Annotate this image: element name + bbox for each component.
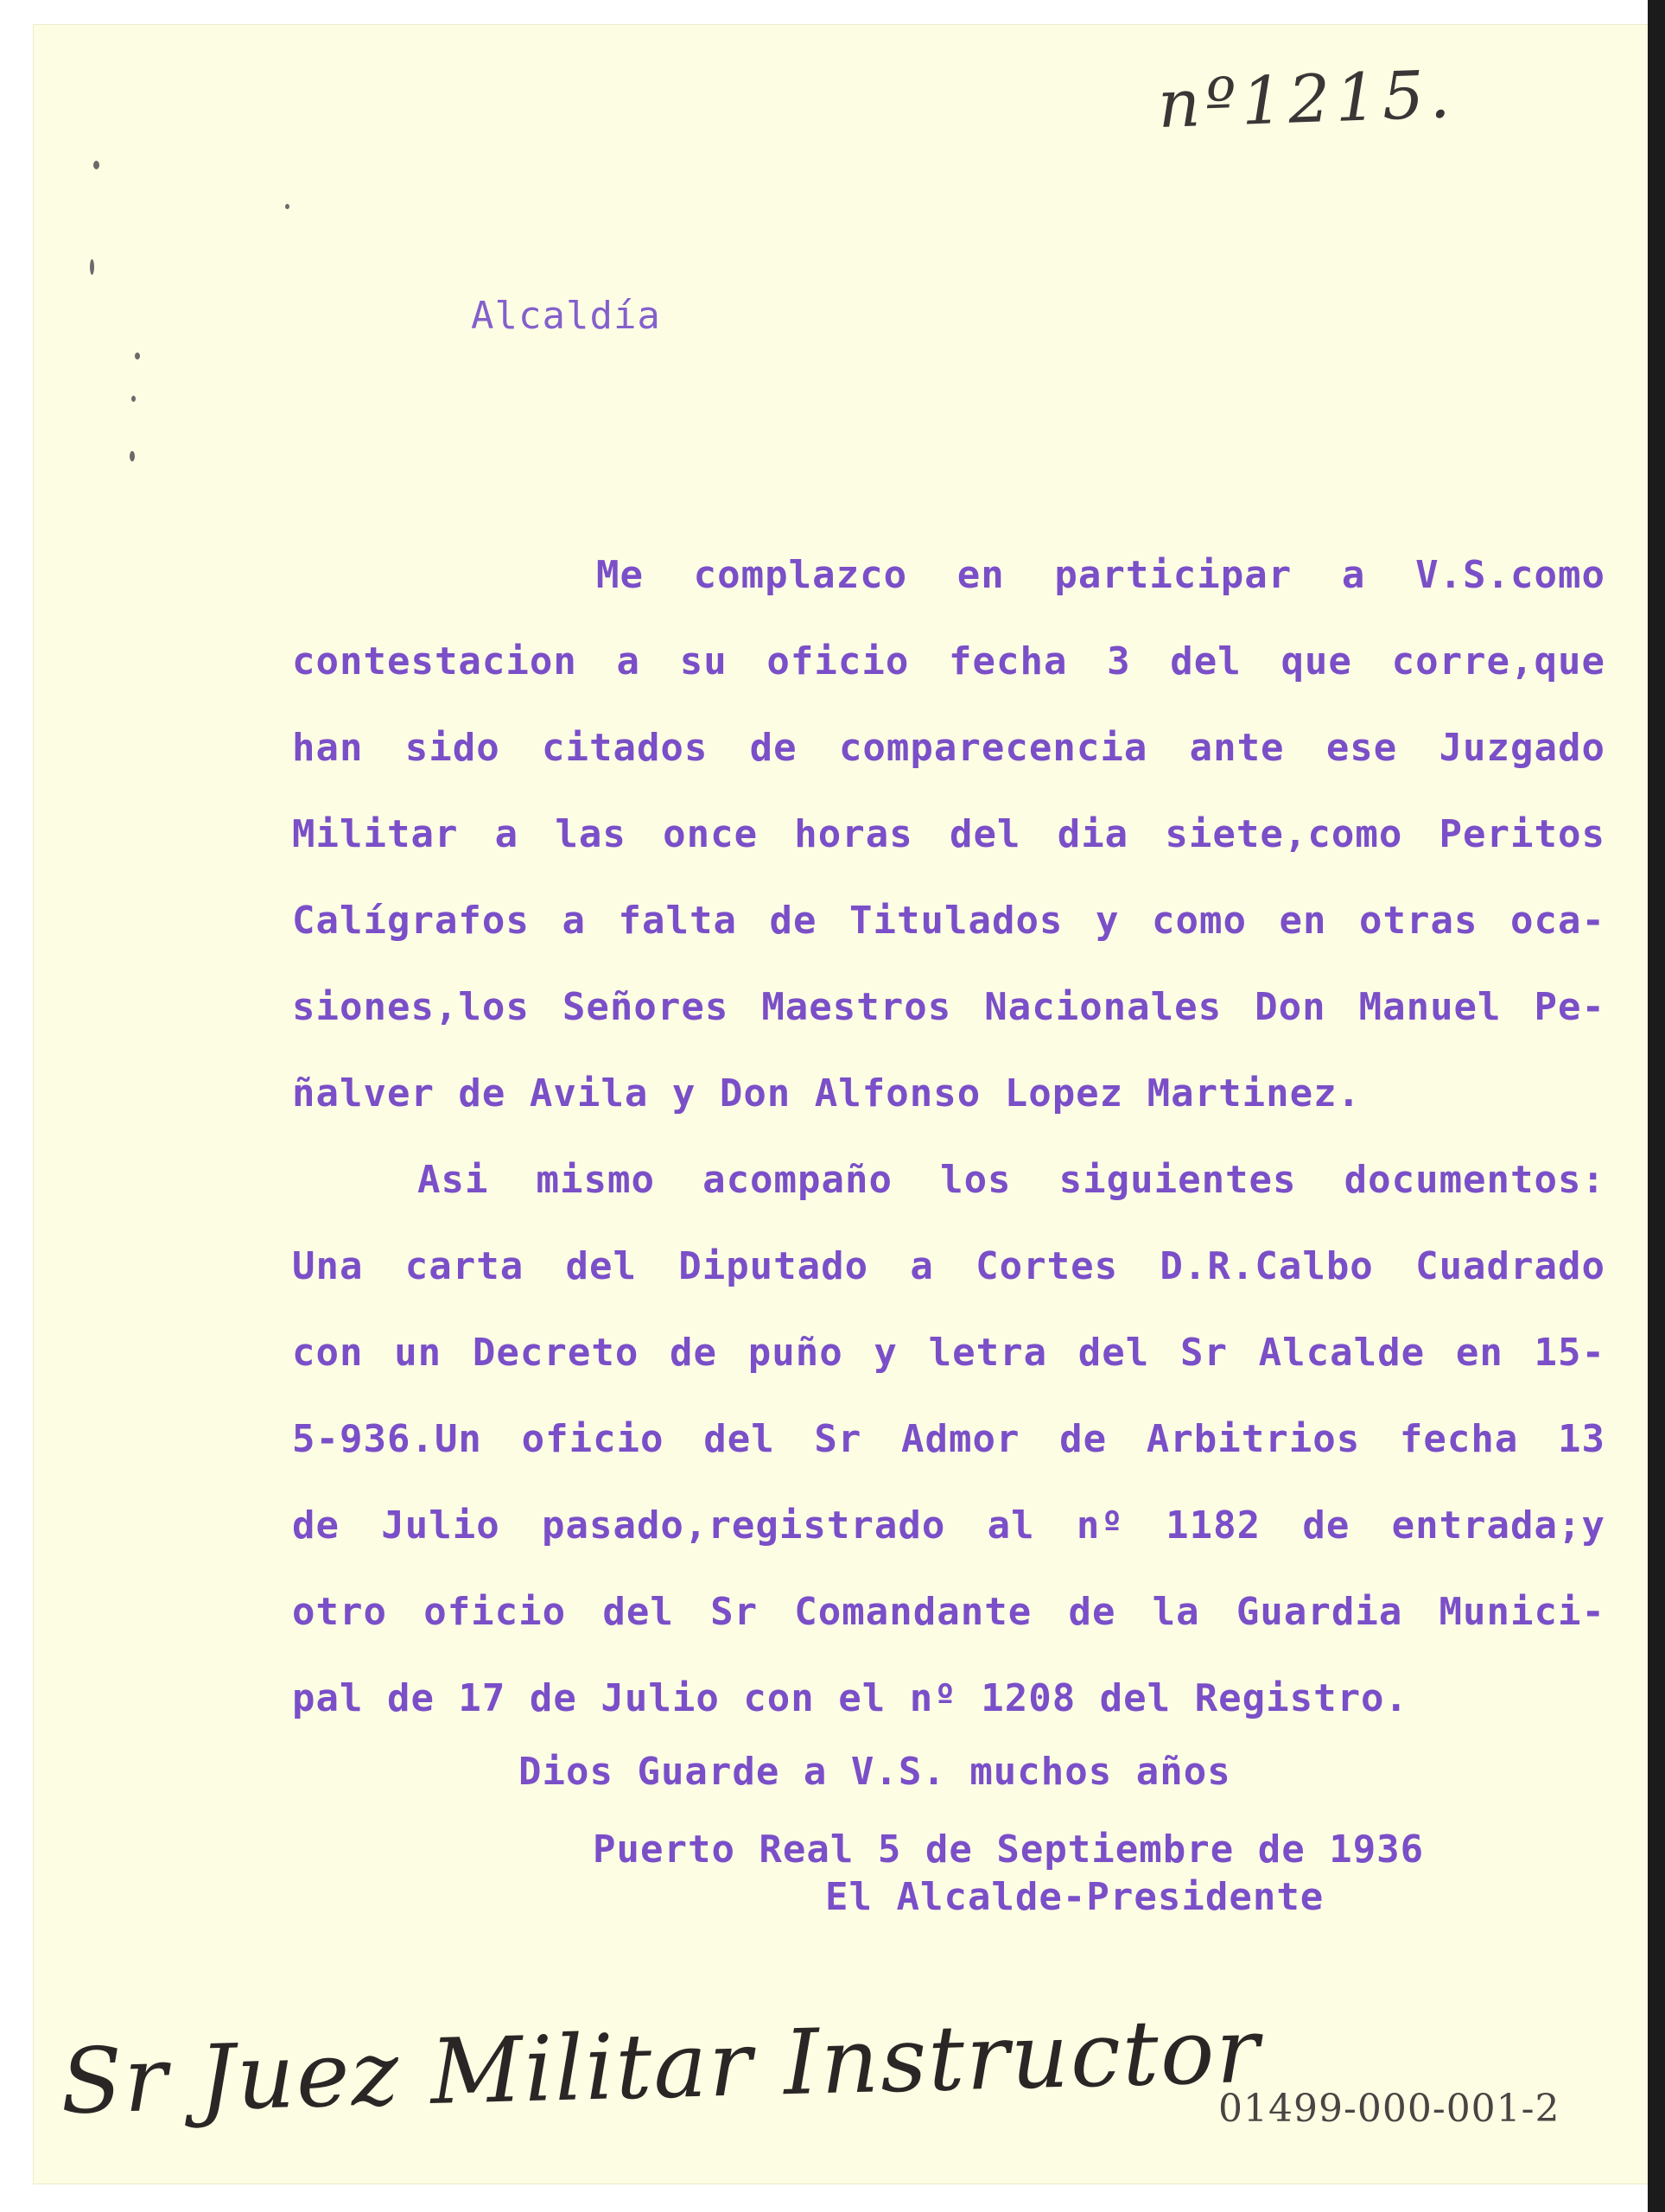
- body-line: contestacion a su oficio fecha 3 del que corre,que: [292, 639, 1605, 683]
- reference-number: nº1215.: [1156, 55, 1457, 143]
- body-line: de Julio pasado,registrado al nº 1182 de entrada;y: [292, 1503, 1605, 1548]
- body-line: con un Decreto de puño y letra del Sr Alcalde en 15-: [292, 1331, 1605, 1375]
- closing-salutation: Dios Guarde a V.S. muchos años: [518, 1750, 1231, 1794]
- body-line: Una carta del Diputado a Cortes D.R.Calbo Cuadrado: [292, 1244, 1605, 1288]
- body-line: ñalver de Avila y Don Alfonso Lopez Martinez.: [292, 1071, 1362, 1116]
- margin-speck: [90, 259, 94, 275]
- letter-heading: Alcaldía: [471, 294, 661, 338]
- margin-speck: [285, 204, 289, 209]
- margin-speck: [130, 451, 135, 461]
- body-line: Calígrafos a falta de Titulados y como en otras oca-: [292, 899, 1605, 943]
- body-line: 5-936.Un oficio del Sr Admor de Arbitrios fecha 13: [292, 1417, 1605, 1461]
- place-date: Puerto Real 5 de Septiembre de 1936: [593, 1827, 1425, 1872]
- body-line: Me complazco en participar a V.S.como: [596, 553, 1605, 597]
- body-line: han sido citados de comparecencia ante ese Juzgado: [292, 726, 1605, 770]
- archive-code: 01499-000-001-2: [1218, 2087, 1560, 2131]
- scan-border: [1648, 0, 1665, 2212]
- body-line: Asi mismo acompaño los siguientes documentos:: [417, 1158, 1605, 1202]
- body-line: siones,los Señores Maestros Nacionales Don Manuel Pe-: [292, 985, 1605, 1029]
- body-line: pal de 17 de Julio con el nº 1208 del Registro.: [292, 1676, 1409, 1720]
- body-line: Militar a las once horas del dia siete,como Peritos: [292, 812, 1605, 856]
- margin-speck: [93, 161, 99, 169]
- margin-speck: [131, 396, 136, 402]
- signer-title: El Alcalde-Presidente: [825, 1875, 1325, 1919]
- body-line: otro oficio del Sr Comandante de la Guardia Munici-: [292, 1590, 1605, 1634]
- margin-speck: [135, 353, 140, 359]
- addressee-handwritten: Sr Juez Militar Instructor: [59, 1997, 1262, 2135]
